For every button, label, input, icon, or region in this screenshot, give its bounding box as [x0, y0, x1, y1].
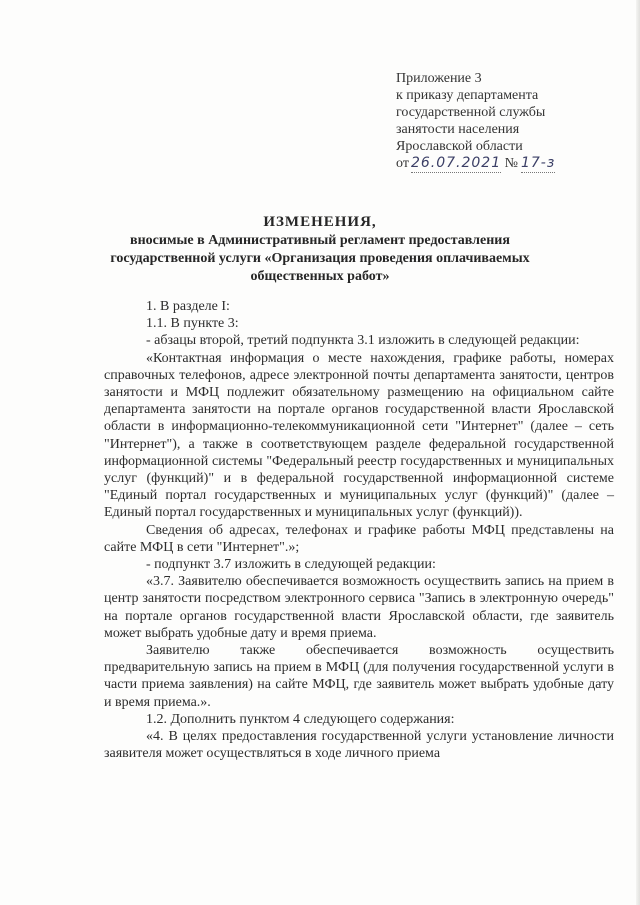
- scan-edge-shadow: [636, 0, 640, 905]
- from-label: от: [396, 156, 409, 171]
- body-paragraph: «4. В целях предоставления государственной услуги установление личности заявителя может осуществляться в ходе личного приема: [104, 729, 614, 762]
- department-name-line-2: занятости населения: [396, 122, 520, 137]
- title-line-2: государственной услуги «Организация проведения оплачиваемых: [110, 251, 530, 266]
- title-heading: ИЗМЕНЕНИЯ,: [263, 214, 377, 230]
- document-title: [110, 212, 530, 286]
- department-name-line: государственной службы: [396, 105, 546, 120]
- region-name-line: Ярославской области: [396, 139, 523, 154]
- body-paragraph: - подпункт 3.7 изложить в следующей редакции:: [146, 557, 436, 573]
- title-line-3: общественных работ»: [250, 269, 390, 284]
- body-paragraph: - абзацы второй, третий подпункта 3.1 изложить в следующей редакции:: [146, 333, 580, 349]
- body-paragraph: «Контактная информация о месте нахождения, графике работы, номерах справочных телефонов, адресе электронной почты департамента занятости, центров занятости и МФЦ подлежит обязательному размещению на официальном сайте департамента занятости на портале органов государственной власти Ярославской области в информационно-телекоммуникационной сети "Интернет" (далее – сеть "Интернет"), а также в соответствующем разделе федеральной государственной информационной системы "Федеральный реестр государственных и муниципальных услуг (функций)" и в федеральной государственной информационной системе "Единый портал государственных и муниципальных услуг (функций)" (далее – Единый портал государственных и муниципальных услуг (функций)).: [104, 350, 614, 521]
- number-label: №: [504, 156, 518, 171]
- handwritten-date: 26.07.2021: [410, 155, 502, 171]
- section-heading: 1. В разделе I:: [146, 299, 230, 314]
- order-reference-line: к приказу департамента: [396, 88, 539, 103]
- document-body: [104, 298, 614, 762]
- approval-stamp-block: [396, 70, 626, 173]
- title-line-1: вносимые в Административный регламент предоставления: [130, 233, 510, 248]
- order-date-number-line: [396, 155, 626, 173]
- body-paragraph: «3.7. Заявителю обеспечивается возможность осуществить запись на прием в центр занятости посредством электронного сервиса "Запись в электронную очередь" на портале органов государственной власти Ярославской области, где заявитель может выбрать удобные дату и время приема.: [104, 574, 614, 641]
- body-paragraph: Заявителю также обеспечивается возможность осуществить предварительную запись на прием в МФЦ (для получения государственной услуги в части приема заявления) на сайте МФЦ, где заявитель может выбрать удобные дату и время приема.».: [104, 643, 614, 710]
- body-paragraph: Сведения об адресах, телефонах и графике работы МФЦ представлены на сайте МФЦ в сети "Интернет".»;: [104, 522, 614, 555]
- subsection-heading: 1.1. В пункте 3:: [146, 316, 239, 332]
- handwritten-order-number: 17-з: [520, 155, 556, 171]
- body-paragraph: 1.2. Дополнить пунктом 4 следующего содержания:: [146, 711, 455, 727]
- appendix-label: Приложение 3: [396, 71, 482, 86]
